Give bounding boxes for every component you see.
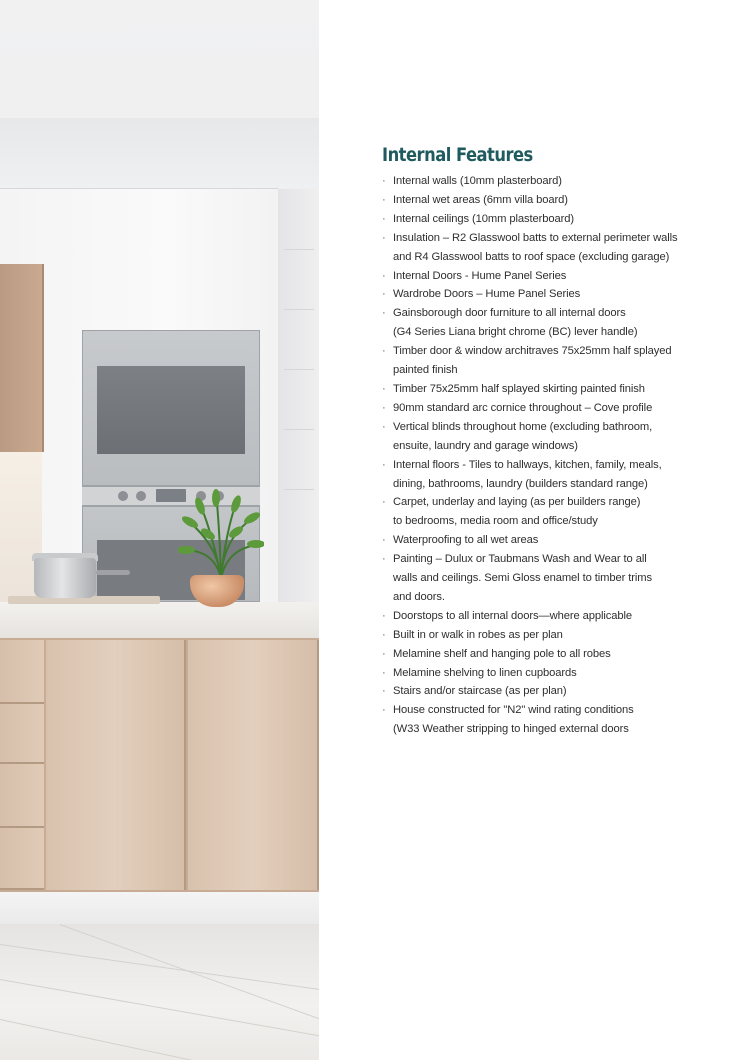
feature-text: Melamine shelf and hanging pole to all robes	[393, 647, 611, 660]
feature-text: Built in or walk in robes as per plan	[393, 628, 563, 641]
feature-item	[382, 550, 732, 607]
feature-text: (G4 Series Liana bright chrome (BC) lever handle)	[393, 326, 638, 339]
feature-text: Internal wet areas (6mm villa board)	[393, 193, 568, 206]
cabinet-door	[46, 640, 186, 890]
feature-item	[382, 380, 732, 399]
drawer-front	[0, 764, 44, 828]
feature-text: Gainsborough door furniture to all internal doors	[393, 307, 626, 320]
feature-text: Timber 75x25mm half splayed skirting painted finish	[393, 382, 645, 395]
bullet-icon: ·	[382, 534, 386, 547]
feature-text: 90mm standard arc cornice throughout – Cove profile	[393, 401, 653, 414]
bullet-icon: ·	[382, 288, 386, 301]
bullet-icon: ·	[382, 458, 386, 471]
feature-item	[382, 229, 732, 267]
feature-item	[382, 285, 732, 304]
feature-text: Doorstops to all internal doors—where applicable	[393, 609, 632, 622]
feature-item	[382, 682, 732, 701]
feature-item	[382, 342, 732, 380]
feature-text: ensuite, laundry and garage windows)	[393, 439, 578, 452]
feature-text: dining, bathrooms, laundry (builders standard range)	[393, 477, 648, 490]
feature-text: and doors.	[393, 590, 445, 603]
bullet-icon: ·	[382, 496, 386, 509]
bullet-icon: ·	[382, 401, 386, 414]
bullet-icon: ·	[382, 212, 386, 225]
feature-item	[382, 304, 732, 342]
timber-floor	[0, 924, 319, 1060]
kickboard	[0, 892, 319, 924]
side-wall-panelling	[278, 189, 319, 609]
bullet-icon: ·	[382, 666, 386, 679]
ceiling-bulkhead	[0, 118, 319, 188]
feature-text: Vertical blinds throughout home (excluding bathroom,	[393, 420, 653, 433]
bullet-icon: ·	[382, 231, 386, 244]
feature-item	[382, 210, 732, 229]
feature-text: Internal ceilings (10mm plasterboard)	[393, 212, 574, 225]
feature-text: to bedrooms, media room and office/study	[393, 515, 598, 528]
bullet-icon: ·	[382, 193, 386, 206]
feature-text: Waterproofing to all wet areas	[393, 534, 539, 547]
feature-text: Internal floors - Tiles to hallways, kitchen, family, meals,	[393, 458, 662, 471]
feature-text: Insulation – R2 Glasswool batts to external perimeter walls	[393, 231, 678, 244]
feature-text: Internal Doors - Hume Panel Series	[393, 269, 567, 282]
oven-knob	[118, 491, 128, 501]
feature-text: Timber door & window architraves 75x25mm half splayed	[393, 345, 672, 358]
bullet-icon: ·	[382, 382, 386, 395]
kitchen-photo	[0, 0, 319, 1060]
bullet-icon: ·	[382, 420, 386, 433]
feature-item	[382, 645, 732, 664]
bullet-icon: ·	[382, 553, 386, 566]
bullet-icon: ·	[382, 307, 386, 320]
drawer-front	[0, 640, 44, 704]
bullet-icon: ·	[382, 704, 386, 717]
feature-text: Melamine shelving to linen cupboards	[393, 666, 577, 679]
feature-text: Painting – Dulux or Taubmans Wash and Wear to all	[393, 553, 647, 566]
drawer-front	[0, 828, 44, 890]
bullet-icon: ·	[382, 647, 386, 660]
feature-item	[382, 191, 732, 210]
feature-item	[382, 664, 732, 683]
feature-text: painted finish	[393, 364, 458, 377]
feature-item	[382, 267, 732, 286]
feature-text: Carpet, underlay and laying (as per builders range)	[393, 496, 641, 509]
saucepan-handle	[96, 570, 130, 575]
bullet-icon: ·	[382, 609, 386, 622]
section-title: Internal Features	[382, 144, 533, 166]
internal-features-section	[382, 144, 732, 739]
potted-plant	[178, 488, 264, 580]
feature-item	[382, 418, 732, 456]
bullet-icon: ·	[382, 345, 386, 358]
bullet-icon: ·	[382, 628, 386, 641]
cabinet-door	[188, 640, 319, 890]
feature-item	[382, 531, 732, 550]
feature-text: (W33 Weather stripping to hinged external doors	[393, 723, 629, 736]
feature-item	[382, 607, 732, 626]
saucepan	[34, 558, 96, 598]
feature-list	[382, 172, 732, 739]
bullet-icon: ·	[382, 269, 386, 282]
feature-item	[382, 399, 732, 418]
upper-oven-window	[97, 366, 245, 454]
bullet-icon: ·	[382, 175, 386, 187]
feature-item	[382, 493, 732, 531]
feature-item	[382, 456, 732, 494]
feature-text: Internal walls (10mm plasterboard)	[393, 175, 562, 187]
bullet-icon: ·	[382, 685, 386, 698]
feature-text: House constructed for "N2" wind rating conditions	[393, 704, 634, 717]
drawer-front	[0, 704, 44, 764]
feature-text: Wardrobe Doors – Hume Panel Series	[393, 288, 581, 301]
feature-text: walls and ceilings. Semi Gloss enamel to timber trims	[393, 572, 652, 585]
feature-text: Stairs and/or staircase (as per plan)	[393, 685, 567, 698]
feature-text: and R4 Glasswool batts to roof space (excluding garage)	[393, 250, 670, 263]
feature-item	[382, 626, 732, 645]
oven-knob	[136, 491, 146, 501]
feature-item	[382, 701, 732, 739]
upper-cabinet	[0, 264, 44, 452]
feature-item	[382, 172, 732, 191]
benchtop	[0, 602, 319, 639]
